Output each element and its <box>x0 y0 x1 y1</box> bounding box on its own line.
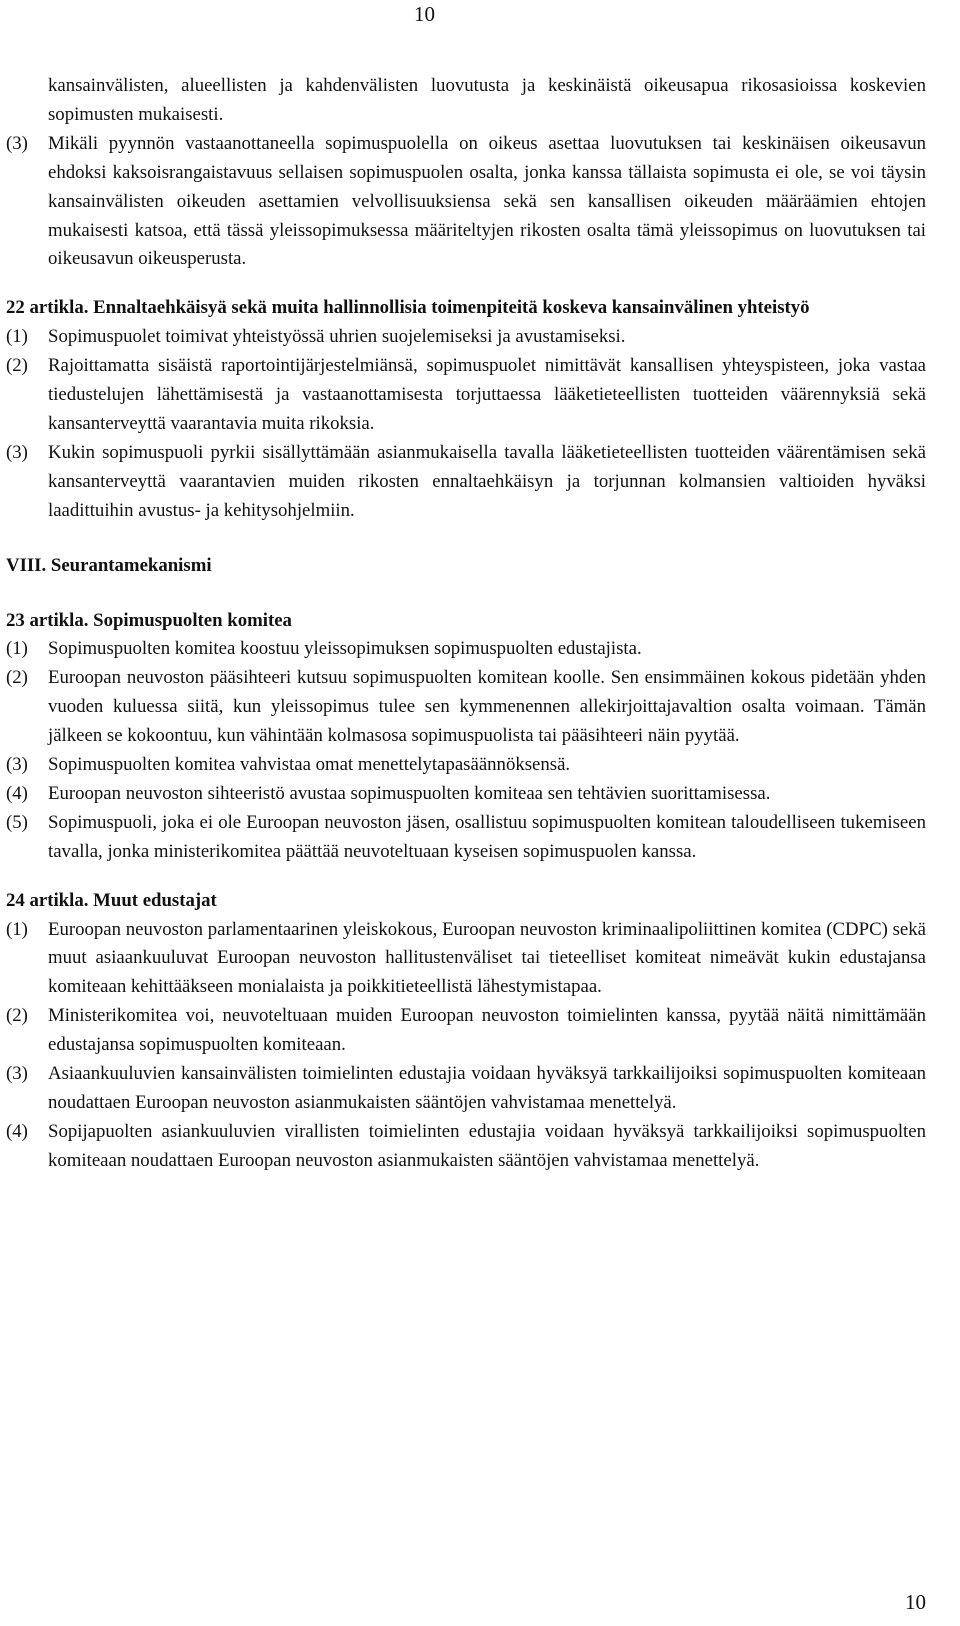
paragraph-21-3 <box>6 130 926 275</box>
article-24-item <box>6 916 926 1003</box>
item-number: (2) <box>6 355 28 377</box>
item-text: Sopijapuolten asiankuuluvien virallisten toimielinten edustajia voidaan hyväksyä tarkkailijoiksi sopimuspuolten komiteaan noudattaen Euroopan neuvoston asianmukaisten sääntöjen vahvistamaa menettelyä. <box>48 1120 926 1171</box>
article-23-item <box>6 635 926 664</box>
paragraph-text: Mikäli pyynnön vastaanottaneella sopimuspuolella on oikeus asettaa luovutuksen tai keskinäisen oikeusavun ehdoksi kaksoisrangaistavuus sellaisen sopimuspuolen osalta, jonka kanssa tällaista sopimusta ei ole, se voi täysin kansainvälisten oikeuden asettamien velvollisuuksiensa sekä sen kansallisen oikeuden määräämien ehtojen mukaisesti katsoa, että tässä yleissopimuksessa määriteltyjen rikosten osalta tämä yleissopimus on luovutuksen tai oikeusavun oikeusperusta. <box>48 132 926 270</box>
item-text: Euroopan neuvoston sihteeristö avustaa sopimuspuolten komiteaa sen tehtävien suorittamisessa. <box>48 782 771 804</box>
article-title: Muut edustajat <box>93 889 217 911</box>
item-number: (3) <box>6 1063 28 1085</box>
item-text: Sopimuspuolet toimivat yhteistyössä uhrien suojelemiseksi ja avustamiseksi. <box>48 326 626 348</box>
item-number: (5) <box>6 811 28 833</box>
article-23-item <box>6 664 926 751</box>
item-number: (3) <box>6 754 28 776</box>
article-23-item <box>6 809 926 867</box>
article-title: Ennaltaehkäisyä sekä muita hallinnollisia toimenpiteitä koskeva kansainvälinen yhteistyö <box>93 297 810 319</box>
item-text: Euroopan neuvoston parlamentaarinen yleiskokous, Euroopan neuvoston kriminaalipoliittinen komitea (CDPC) sekä muut asiaankuuluvat Euroopan neuvoston hallitustenväliset tai tieteelliset komiteat nimeävät kukin edustajansa komiteaan kehittääkseen monialaista ja poikkitieteellistä lähestymistapaa. <box>48 918 926 998</box>
article-label: 24 artikla. <box>6 889 89 911</box>
article-24-heading <box>6 887 926 916</box>
article-22-heading <box>6 294 926 323</box>
article-22-item <box>6 439 926 526</box>
item-number: (1) <box>6 638 28 660</box>
item-text: Rajoittamatta sisäistä raportointijärjestelmiänsä, sopimuspuolet nimittävät kansallisen yhteyspisteen, joka vastaa tiedustelujen lähettämisestä ja vastaanottamisesta torjuttaessa lääketieteellisten tuotteiden väärennyksiä sekä kansanterveyttä vaarantavia muita rikoksia. <box>48 355 926 434</box>
article-24-item <box>6 1060 926 1118</box>
item-number: (3) <box>6 441 28 463</box>
page-number-bottom: 10 <box>905 1590 926 1614</box>
continuation-paragraph: kansainvälisten, alueellisten ja kahdenvälisten luovutusta ja keskinäistä oikeusapua rikosasioissa koskevien sopimusten mukaisesti. <box>48 75 926 125</box>
item-number: (4) <box>6 782 28 804</box>
article-label: 22 artikla. <box>6 297 89 319</box>
article-23-item <box>6 751 926 780</box>
item-text: Sopimuspuoli, joka ei ole Euroopan neuvoston jäsen, osallistuu sopimuspuolten komitean taloudelliseen tukemiseen tavalla, jonka ministerikomitea päättää neuvoteltuaan kyseisen sopimuspuolen kanssa. <box>48 811 926 862</box>
article-title: Sopimuspuolten komitea <box>93 609 292 631</box>
item-number: (4) <box>6 1120 28 1142</box>
article-22-item <box>6 323 926 352</box>
item-text: Kukin sopimuspuoli pyrkii sisällyttämään asianmukaisella tavalla lääketieteellisten tuotteiden väärentämisen sekä kansanterveyttä vaarantavien muiden rikosten ennaltaehkäisyn ja torjunnan kolmansien valtioiden hyväksi laadittuihin avustus- ja kehitysohjelmiin. <box>48 441 926 521</box>
item-text: Sopimuspuolten komitea koostuu yleissopimuksen sopimuspuolten edustajista. <box>48 638 642 660</box>
article-23-item <box>6 780 926 809</box>
article-24-item <box>6 1002 926 1060</box>
item-text: Euroopan neuvoston pääsihteeri kutsuu sopimuspuolten komitean koolle. Sen ensimmäinen kokous pidetään yhden vuoden kuluessa siitä, kun yleissopimus tulee sen kymmenennen allekirjoittajavaltion osalta voimaan. Tämän jälkeen se kokoontuu, kun vähintään kolmasosa sopimuspuolista tai pääsihteeri näin pyytää. <box>48 667 926 747</box>
item-number: (2) <box>6 1005 28 1027</box>
item-text: Ministerikomitea voi, neuvoteltuaan muiden Euroopan neuvoston toimielinten kanssa, pyytää näitä nimittämään edustajansa sopimuspuolten komiteaan. <box>48 1005 926 1056</box>
item-text: Asiaankuuluvien kansainvälisten toimielinten edustajia voidaan hyväksyä tarkkailijoiksi sopimuspuolten komiteaan noudattaen Euroopan neuvoston asianmukaisten sääntöjen vahvistamaa menettelyä. <box>48 1063 926 1113</box>
paragraph-number: (3) <box>6 132 28 154</box>
item-number: (2) <box>6 667 28 689</box>
item-text: Sopimuspuolten komitea vahvistaa omat menettelytapasäännöksensä. <box>48 754 571 776</box>
page-number-top: 10 <box>414 2 435 26</box>
document-body <box>6 72 926 1176</box>
item-number: (1) <box>6 326 28 348</box>
article-22-item <box>6 352 926 439</box>
item-number: (1) <box>6 918 28 940</box>
article-label: 23 artikla. <box>6 609 89 631</box>
article-23-heading <box>6 607 926 636</box>
article-24-item <box>6 1118 926 1176</box>
chapter-8-heading: VIII. Seurantamekanismi <box>6 554 212 576</box>
